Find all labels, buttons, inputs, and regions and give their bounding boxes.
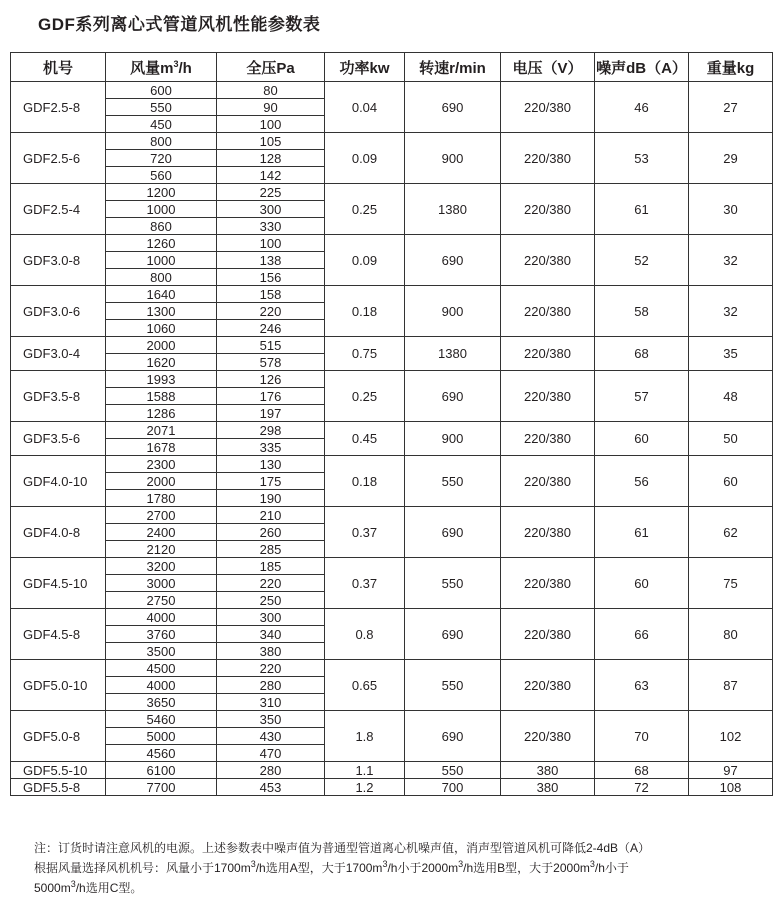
cell-power: 0.25 xyxy=(325,371,405,422)
cell-airflow: 550 xyxy=(106,99,217,116)
cell-power: 0.18 xyxy=(325,456,405,507)
table-row xyxy=(11,184,773,201)
cell-airflow: 1000 xyxy=(106,252,217,269)
col-header-pressure: 全压Pa xyxy=(217,53,325,82)
cell-model: GDF4.5-10 xyxy=(11,558,106,609)
cell-airflow: 1000 xyxy=(106,201,217,218)
cell-weight: 50 xyxy=(689,422,773,456)
cell-weight: 108 xyxy=(689,779,773,796)
note-sup: 3 xyxy=(382,859,388,869)
cell-airflow: 860 xyxy=(106,218,217,235)
cell-airflow: 1588 xyxy=(106,388,217,405)
cell-speed: 1380 xyxy=(405,337,501,371)
performance-table xyxy=(10,52,773,796)
cell-airflow: 5000 xyxy=(106,728,217,745)
cell-pressure: 80 xyxy=(217,82,325,99)
cell-pressure: 330 xyxy=(217,218,325,235)
note-line-3 xyxy=(34,878,650,898)
cell-power: 0.8 xyxy=(325,609,405,660)
cell-weight: 30 xyxy=(689,184,773,235)
cell-airflow: 800 xyxy=(106,133,217,150)
cell-weight: 87 xyxy=(689,660,773,711)
cell-airflow: 7700 xyxy=(106,779,217,796)
cell-airflow: 3760 xyxy=(106,626,217,643)
cell-noise: 60 xyxy=(595,558,689,609)
cell-airflow: 4000 xyxy=(106,609,217,626)
cell-airflow: 560 xyxy=(106,167,217,184)
cell-weight: 29 xyxy=(689,133,773,184)
cell-voltage: 220/380 xyxy=(501,609,595,660)
cell-voltage: 220/380 xyxy=(501,456,595,507)
table-row xyxy=(11,133,773,150)
cell-pressure: 280 xyxy=(217,762,325,779)
cell-weight: 35 xyxy=(689,337,773,371)
cell-power: 0.18 xyxy=(325,286,405,337)
note-line-1: 注：订货时请注意风机的电源。上述参数表中噪声值为普通型管道离心机噪声值，消声型管道风机可降低2-4dB（A） xyxy=(34,841,651,855)
cell-noise: 53 xyxy=(595,133,689,184)
cell-pressure: 220 xyxy=(217,303,325,320)
cell-pressure: 130 xyxy=(217,456,325,473)
cell-pressure: 138 xyxy=(217,252,325,269)
cell-pressure: 285 xyxy=(217,541,325,558)
cell-airflow: 3200 xyxy=(106,558,217,575)
cell-model: GDF3.0-6 xyxy=(11,286,106,337)
cell-pressure: 300 xyxy=(217,201,325,218)
note-text: /h选用B型，大于2000m xyxy=(463,861,590,875)
cell-pressure: 175 xyxy=(217,473,325,490)
cell-speed: 690 xyxy=(405,82,501,133)
cell-weight: 60 xyxy=(689,456,773,507)
cell-airflow: 2300 xyxy=(106,456,217,473)
cell-weight: 80 xyxy=(689,609,773,660)
note-sup: 3 xyxy=(70,879,76,889)
col-header-speed: 转速r/min xyxy=(405,53,501,82)
cell-pressure: 128 xyxy=(217,150,325,167)
table-row xyxy=(11,337,773,354)
cell-voltage: 220/380 xyxy=(501,660,595,711)
cell-airflow: 450 xyxy=(106,116,217,133)
cell-speed: 690 xyxy=(405,507,501,558)
airflow-header-prefix: 风量m xyxy=(130,59,174,77)
cell-airflow: 1286 xyxy=(106,405,217,422)
cell-airflow: 1200 xyxy=(106,184,217,201)
cell-speed: 550 xyxy=(405,558,501,609)
cell-airflow: 1620 xyxy=(106,354,217,371)
cell-speed: 690 xyxy=(405,711,501,762)
table-row xyxy=(11,235,773,252)
note-text: 5000m xyxy=(34,881,71,895)
cell-model: GDF3.5-6 xyxy=(11,422,106,456)
cell-airflow: 720 xyxy=(106,150,217,167)
cell-model: GDF3.5-8 xyxy=(11,371,106,422)
table-row xyxy=(11,609,773,626)
note-line-2 xyxy=(34,858,650,878)
cell-noise: 58 xyxy=(595,286,689,337)
cell-power: 0.75 xyxy=(325,337,405,371)
cell-pressure: 197 xyxy=(217,405,325,422)
cell-voltage: 220/380 xyxy=(501,558,595,609)
cell-speed: 550 xyxy=(405,660,501,711)
airflow-header-sup: 3 xyxy=(173,58,179,69)
cell-noise: 68 xyxy=(595,337,689,371)
cell-voltage: 220/380 xyxy=(501,711,595,762)
table-row xyxy=(11,711,773,728)
cell-airflow: 2000 xyxy=(106,337,217,354)
cell-noise: 52 xyxy=(595,235,689,286)
cell-airflow: 1300 xyxy=(106,303,217,320)
cell-pressure: 453 xyxy=(217,779,325,796)
cell-speed: 900 xyxy=(405,422,501,456)
cell-noise: 63 xyxy=(595,660,689,711)
cell-pressure: 250 xyxy=(217,592,325,609)
cell-weight: 32 xyxy=(689,286,773,337)
cell-noise: 61 xyxy=(595,507,689,558)
cell-airflow: 3000 xyxy=(106,575,217,592)
cell-airflow: 1993 xyxy=(106,371,217,388)
cell-power: 1.2 xyxy=(325,779,405,796)
cell-airflow: 4560 xyxy=(106,745,217,762)
cell-speed: 550 xyxy=(405,456,501,507)
cell-power: 1.1 xyxy=(325,762,405,779)
cell-power: 0.25 xyxy=(325,184,405,235)
cell-weight: 62 xyxy=(689,507,773,558)
cell-pressure: 185 xyxy=(217,558,325,575)
cell-pressure: 220 xyxy=(217,660,325,677)
cell-speed: 900 xyxy=(405,133,501,184)
table-row xyxy=(11,82,773,99)
cell-weight: 32 xyxy=(689,235,773,286)
cell-pressure: 105 xyxy=(217,133,325,150)
cell-power: 0.09 xyxy=(325,133,405,184)
cell-voltage: 220/380 xyxy=(501,235,595,286)
cell-pressure: 158 xyxy=(217,286,325,303)
cell-weight: 27 xyxy=(689,82,773,133)
cell-airflow: 6100 xyxy=(106,762,217,779)
table-body xyxy=(11,82,773,796)
cell-speed: 550 xyxy=(405,762,501,779)
cell-model: GDF5.5-8 xyxy=(11,779,106,796)
cell-pressure: 515 xyxy=(217,337,325,354)
cell-voltage: 380 xyxy=(501,779,595,796)
cell-power: 0.09 xyxy=(325,235,405,286)
col-header-noise: 噪声dB（A） xyxy=(595,53,689,82)
cell-pressure: 298 xyxy=(217,422,325,439)
cell-airflow: 1260 xyxy=(106,235,217,252)
cell-airflow: 4000 xyxy=(106,677,217,694)
col-header-airflow xyxy=(106,53,217,82)
cell-pressure: 260 xyxy=(217,524,325,541)
cell-speed: 1380 xyxy=(405,184,501,235)
cell-model: GDF4.5-8 xyxy=(11,609,106,660)
cell-pressure: 220 xyxy=(217,575,325,592)
cell-model: GDF3.0-4 xyxy=(11,337,106,371)
cell-pressure: 310 xyxy=(217,694,325,711)
cell-airflow: 600 xyxy=(106,82,217,99)
cell-airflow: 1640 xyxy=(106,286,217,303)
table-row xyxy=(11,558,773,575)
cell-pressure: 190 xyxy=(217,490,325,507)
table-row xyxy=(11,371,773,388)
cell-pressure: 126 xyxy=(217,371,325,388)
cell-pressure: 210 xyxy=(217,507,325,524)
cell-pressure: 578 xyxy=(217,354,325,371)
table-row xyxy=(11,456,773,473)
cell-airflow: 5460 xyxy=(106,711,217,728)
cell-power: 0.45 xyxy=(325,422,405,456)
cell-noise: 61 xyxy=(595,184,689,235)
table-header-row xyxy=(11,53,773,82)
cell-voltage: 220/380 xyxy=(501,82,595,133)
cell-noise: 66 xyxy=(595,609,689,660)
cell-power: 1.8 xyxy=(325,711,405,762)
notes xyxy=(34,838,650,898)
cell-weight: 102 xyxy=(689,711,773,762)
cell-airflow: 4500 xyxy=(106,660,217,677)
cell-noise: 56 xyxy=(595,456,689,507)
cell-noise: 68 xyxy=(595,762,689,779)
cell-voltage: 220/380 xyxy=(501,286,595,337)
cell-power: 0.37 xyxy=(325,558,405,609)
cell-pressure: 470 xyxy=(217,745,325,762)
cell-power: 0.04 xyxy=(325,82,405,133)
table-row xyxy=(11,507,773,524)
cell-pressure: 90 xyxy=(217,99,325,116)
cell-airflow: 2071 xyxy=(106,422,217,439)
cell-model: GDF2.5-6 xyxy=(11,133,106,184)
cell-model: GDF4.0-10 xyxy=(11,456,106,507)
note-text: /h小于2000m xyxy=(387,861,459,875)
cell-speed: 690 xyxy=(405,371,501,422)
cell-weight: 75 xyxy=(689,558,773,609)
cell-voltage: 220/380 xyxy=(501,422,595,456)
cell-noise: 57 xyxy=(595,371,689,422)
cell-airflow: 3500 xyxy=(106,643,217,660)
cell-airflow: 800 xyxy=(106,269,217,286)
cell-pressure: 380 xyxy=(217,643,325,660)
cell-pressure: 225 xyxy=(217,184,325,201)
cell-model: GDF2.5-8 xyxy=(11,82,106,133)
cell-airflow: 2400 xyxy=(106,524,217,541)
cell-pressure: 300 xyxy=(217,609,325,626)
cell-airflow: 1780 xyxy=(106,490,217,507)
cell-pressure: 340 xyxy=(217,626,325,643)
cell-noise: 70 xyxy=(595,711,689,762)
cell-airflow: 1060 xyxy=(106,320,217,337)
cell-pressure: 246 xyxy=(217,320,325,337)
cell-pressure: 335 xyxy=(217,439,325,456)
table-row xyxy=(11,779,773,796)
cell-speed: 700 xyxy=(405,779,501,796)
note-sup: 3 xyxy=(250,859,256,869)
table-row xyxy=(11,660,773,677)
col-header-power: 功率kw xyxy=(325,53,405,82)
note-sup: 3 xyxy=(589,859,595,869)
cell-noise: 60 xyxy=(595,422,689,456)
cell-model: GDF5.5-10 xyxy=(11,762,106,779)
cell-voltage: 380 xyxy=(501,762,595,779)
cell-speed: 690 xyxy=(405,609,501,660)
cell-voltage: 220/380 xyxy=(501,184,595,235)
cell-speed: 900 xyxy=(405,286,501,337)
cell-model: GDF5.0-8 xyxy=(11,711,106,762)
cell-weight: 48 xyxy=(689,371,773,422)
page-title: GDF系列离心式管道风机性能参数表 xyxy=(38,15,321,34)
cell-noise: 72 xyxy=(595,779,689,796)
cell-airflow: 2000 xyxy=(106,473,217,490)
cell-pressure: 100 xyxy=(217,235,325,252)
table-row xyxy=(11,762,773,779)
table-row xyxy=(11,286,773,303)
col-header-voltage: 电压（V） xyxy=(501,53,595,82)
cell-pressure: 430 xyxy=(217,728,325,745)
col-header-weight: 重量kg xyxy=(689,53,773,82)
cell-speed: 690 xyxy=(405,235,501,286)
cell-pressure: 142 xyxy=(217,167,325,184)
cell-pressure: 156 xyxy=(217,269,325,286)
cell-pressure: 350 xyxy=(217,711,325,728)
cell-model: GDF5.0-10 xyxy=(11,660,106,711)
cell-power: 0.65 xyxy=(325,660,405,711)
cell-airflow: 3650 xyxy=(106,694,217,711)
col-header-model: 机号 xyxy=(11,53,106,82)
cell-voltage: 220/380 xyxy=(501,507,595,558)
cell-weight: 97 xyxy=(689,762,773,779)
cell-voltage: 220/380 xyxy=(501,133,595,184)
airflow-header-suffix: /h xyxy=(178,59,192,77)
cell-voltage: 220/380 xyxy=(501,371,595,422)
note-text: /h小于 xyxy=(594,861,629,875)
cell-pressure: 176 xyxy=(217,388,325,405)
cell-pressure: 280 xyxy=(217,677,325,694)
note-text: /h选用A型，大于1700m xyxy=(255,861,383,875)
cell-airflow: 1678 xyxy=(106,439,217,456)
table-row xyxy=(11,422,773,439)
cell-model: GDF3.0-8 xyxy=(11,235,106,286)
cell-voltage: 220/380 xyxy=(501,337,595,371)
cell-model: GDF4.0-8 xyxy=(11,507,106,558)
cell-model: GDF2.5-4 xyxy=(11,184,106,235)
cell-airflow: 2120 xyxy=(106,541,217,558)
note-text: 根据风量选择风机机号：风量小于1700m xyxy=(34,861,251,875)
cell-airflow: 2750 xyxy=(106,592,217,609)
note-text: /h选用C型。 xyxy=(75,881,143,895)
cell-airflow: 2700 xyxy=(106,507,217,524)
cell-power: 0.37 xyxy=(325,507,405,558)
cell-pressure: 100 xyxy=(217,116,325,133)
cell-noise: 46 xyxy=(595,82,689,133)
note-sup: 3 xyxy=(458,859,464,869)
